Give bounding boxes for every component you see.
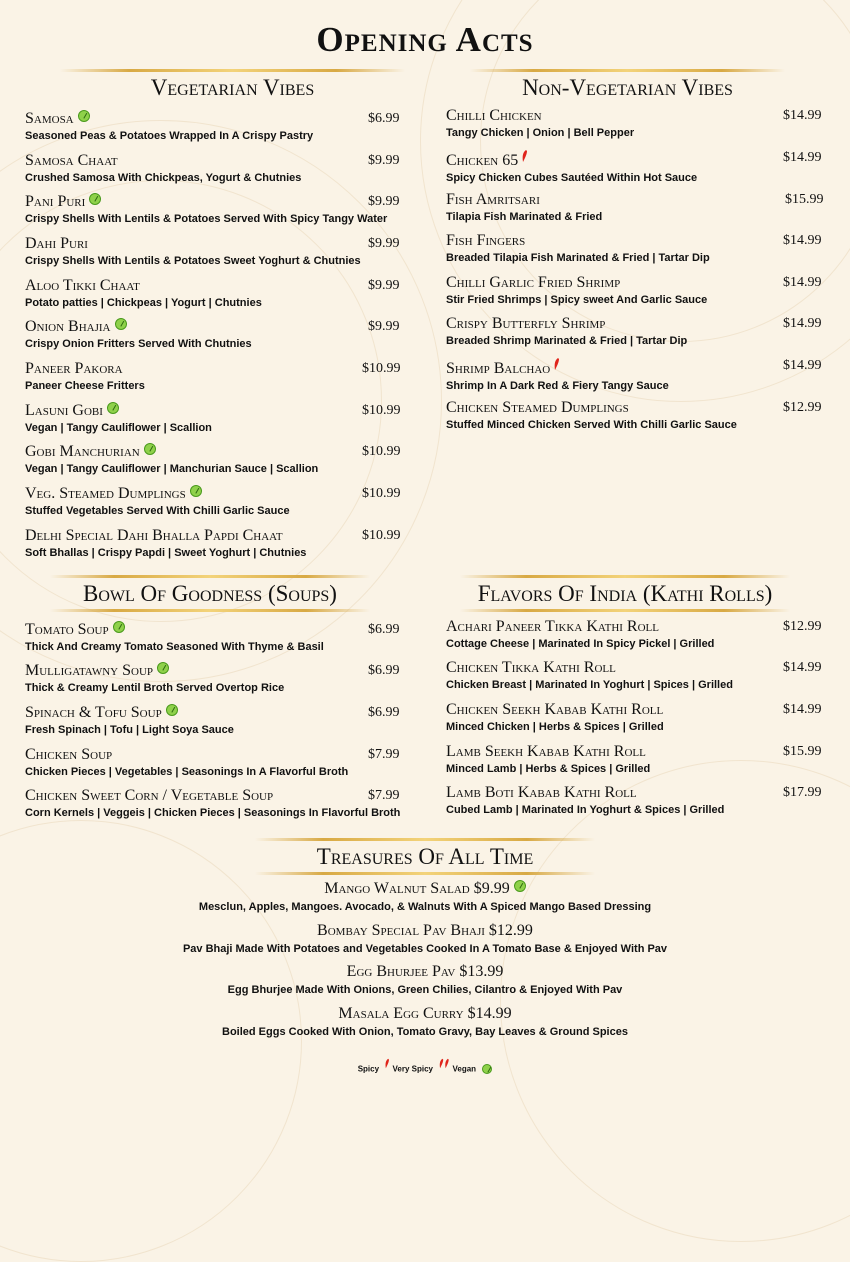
menu-item <box>25 485 290 518</box>
menu-item <box>25 152 301 185</box>
gold-divider <box>50 609 370 612</box>
item-description: Crispy Onion Fritters Served With Chutnies <box>25 338 252 350</box>
item-name: Samosa Chaat <box>25 152 118 169</box>
section-title: Flavors Of India (Kathi Rolls) <box>477 581 773 606</box>
item-name: Chicken Steamed Dumplings <box>446 399 629 416</box>
item-description: Paneer Cheese Fritters <box>25 380 145 392</box>
menu-item <box>25 704 234 737</box>
item-price: $9.99 <box>368 319 400 334</box>
section-header-treasures <box>255 838 595 875</box>
item-description: Chicken Breast | Marinated In Yoghurt | Spices | Grilled <box>446 679 733 691</box>
item-price: $7.99 <box>368 747 400 762</box>
item-name: Fish Fingers <box>446 232 526 249</box>
item-description: Boiled Eggs Cooked With Onion, Tomato Gravy, Bay Leaves & Ground Spices <box>222 1026 628 1038</box>
legend-vegan-label: Vegan <box>452 1064 477 1074</box>
item-name: Gobi Manchurian <box>25 443 318 461</box>
menu-item <box>25 110 313 143</box>
item-description: Fresh Spinach | Tofu | Light Soya Sauce <box>25 724 234 736</box>
item-description: Seasoned Peas & Potatoes Wrapped In A Crispy Pastry <box>25 130 314 142</box>
item-description: Tilapia Fish Marinated & Fried <box>446 211 603 223</box>
treasure-item <box>0 1005 850 1039</box>
item-price: $17.99 <box>783 785 822 800</box>
menu-item <box>446 149 697 185</box>
background-mandala-decoration <box>500 760 850 1242</box>
menu-item <box>25 443 318 476</box>
item-price: $10.99 <box>362 486 401 501</box>
item-description: Mesclun, Apples, Mangoes. Avocado, & Walnuts With A Spiced Mango Based Dressing <box>198 901 652 913</box>
item-name: Dahi Puri <box>25 235 88 252</box>
item-price: $10.99 <box>362 528 401 543</box>
item-description: Vegan | Tangy Cauliflower | Scallion <box>25 422 212 434</box>
menu-item <box>25 787 400 820</box>
legend-very-spicy-label: Very Spicy <box>392 1064 433 1074</box>
item-price: $9.99 <box>368 278 400 293</box>
item-name: Veg. Steamed Dumplings <box>25 485 290 503</box>
vegan-leaf-icon <box>190 485 202 497</box>
item-name: Shrimp Balchao <box>446 357 669 378</box>
item-price: $10.99 <box>362 403 401 418</box>
legend-spicy-label: Spicy <box>357 1064 380 1074</box>
menu-item <box>25 662 284 695</box>
item-price: $6.99 <box>368 622 400 637</box>
item-price: $14.99 <box>783 150 822 165</box>
treasure-item <box>0 963 850 997</box>
menu-item <box>25 621 324 654</box>
treasure-item <box>0 922 850 956</box>
item-name: Crispy Butterfly Shrimp <box>446 315 606 332</box>
menu-item <box>446 274 707 307</box>
item-name: Pani Puri <box>25 193 387 211</box>
item-description: Tangy Chicken | Onion | Bell Pepper <box>446 127 635 139</box>
gold-divider <box>255 872 595 875</box>
item-description: Stuffed Minced Chicken Served With Chilli Garlic Sauce <box>446 419 737 431</box>
item-price: $14.99 <box>783 660 822 675</box>
item-price: $9.99 <box>368 194 400 209</box>
item-description: Soft Bhallas | Crispy Papdi | Sweet Yoghurt | Chutnies <box>25 547 307 559</box>
item-price: $12.99 <box>783 619 822 634</box>
item-price: $15.99 <box>783 744 822 759</box>
item-name: Chicken Sweet Corn / Vegetable Soup <box>25 787 274 804</box>
item-name: Aloo Tikki Chaat <box>25 277 140 294</box>
item-description: Potato patties | Chickpeas | Yogurt | Chutnies <box>25 297 262 309</box>
item-price: $14.99 <box>783 358 822 373</box>
chili-pepper-icon <box>521 149 528 163</box>
item-description: Egg Bhurjee Made With Onions, Green Chilies, Cilantro & Enjoyed With Pav <box>227 984 623 996</box>
item-price: $14.99 <box>783 702 822 717</box>
section-header-kathi-rolls <box>460 575 790 612</box>
item-name: Samosa <box>25 110 313 128</box>
menu-item <box>446 784 724 817</box>
vegan-leaf-icon <box>78 110 90 122</box>
item-description: Breaded Tilapia Fish Marinated & Fried | Tartar Dip <box>446 252 710 264</box>
vegan-leaf-icon <box>514 880 526 892</box>
item-name: Masala Egg Curry $14.99 <box>338 1005 512 1022</box>
item-price: $9.99 <box>368 153 400 168</box>
item-name: Lamb Boti Kabab Kathi Roll <box>446 784 637 801</box>
item-name: Fish Amritsari <box>446 191 540 208</box>
menu-item <box>25 746 348 779</box>
item-name: Mango Walnut Salad $9.99 <box>0 880 850 898</box>
item-name: Chilli Chicken <box>446 107 542 124</box>
item-price: $7.99 <box>368 788 400 803</box>
item-price: $14.99 <box>783 275 822 290</box>
item-price: $12.99 <box>783 400 822 415</box>
item-description: Vegan | Tangy Cauliflower | Manchurian Sauce | Scallion <box>25 463 319 475</box>
menu-item <box>446 357 669 393</box>
item-description: Cubed Lamb | Marinated In Yoghurt & Spices | Grilled <box>446 804 725 816</box>
vegan-leaf-icon <box>166 704 178 716</box>
menu-item <box>25 193 387 226</box>
section-title: Vegetarian Vibes <box>150 75 315 100</box>
item-name: Lamb Seekh Kabab Kathi Roll <box>446 743 646 760</box>
chili-pepper-icon <box>553 357 560 371</box>
item-price: $6.99 <box>368 705 400 720</box>
menu-item <box>446 399 737 432</box>
item-price: $6.99 <box>368 111 400 126</box>
item-description: Stir Fried Shrimps | Spicy sweet And Garlic Sauce <box>446 294 708 306</box>
treasure-item <box>0 880 850 914</box>
item-price: $10.99 <box>362 444 401 459</box>
section-title: Bowl Of Goodness (Soups) <box>83 581 337 606</box>
item-description: Crispy Shells With Lentils & Potatoes Served With Spicy Tangy Water <box>25 213 388 225</box>
item-name: Chicken 65 <box>446 149 697 170</box>
menu-item <box>446 743 650 776</box>
item-name: Chilli Garlic Fried Shrimp <box>446 274 621 291</box>
item-name: Chicken Seekh Kabab Kathi Roll <box>446 701 664 718</box>
double-chili-pepper-icon <box>438 1058 450 1069</box>
section-header-vegetarian <box>60 69 405 103</box>
item-name: Lasuni Gobi <box>25 402 212 420</box>
item-description: Chicken Pieces | Vegetables | Seasonings In A Flavorful Broth <box>25 766 349 778</box>
item-price: $6.99 <box>368 663 400 678</box>
chili-pepper-icon <box>384 1058 390 1069</box>
menu-item <box>446 107 634 140</box>
item-name: Egg Bhurjee Pav $13.99 <box>346 963 504 980</box>
item-description: Spicy Chicken Cubes Sautéed Within Hot Sauce <box>446 172 698 184</box>
section-title: Non-Vegetarian Vibes <box>522 75 733 100</box>
menu-item <box>446 315 687 348</box>
item-price: $14.99 <box>783 316 822 331</box>
item-description: Thick And Creamy Tomato Seasoned With Thyme & Basil <box>25 641 324 653</box>
item-name: Onion Bhajia <box>25 318 252 336</box>
item-description: Thick & Creamy Lentil Broth Served Overtop Rice <box>25 682 285 694</box>
menu-item <box>446 191 602 224</box>
item-description: Crispy Shells With Lentils & Potatoes Sweet Yoghurt & Chutnies <box>25 255 361 267</box>
menu-item <box>25 235 361 268</box>
menu-item <box>446 232 710 265</box>
item-description: Minced Lamb | Herbs & Spices | Grilled <box>446 763 651 775</box>
item-name: Mulligatawny Soup <box>25 662 284 680</box>
item-name: Achari Paneer Tikka Kathi Roll <box>446 618 659 635</box>
vegan-leaf-icon <box>107 402 119 414</box>
menu-item <box>25 360 145 393</box>
item-description: Minced Chicken | Herbs & Spices | Grilled <box>446 721 664 733</box>
menu-item <box>25 318 252 351</box>
item-name: Bombay Special Pav Bhaji $12.99 <box>317 922 533 939</box>
section-header-soups <box>50 575 370 612</box>
item-description: Pav Bhaji Made With Potatoes and Vegetables Cooked In A Tomato Base & Enjoyed With Pav <box>182 943 668 955</box>
vegan-leaf-icon <box>144 443 156 455</box>
item-description: Stuffed Vegetables Served With Chilli Garlic Sauce <box>25 505 290 517</box>
menu-item <box>446 701 664 734</box>
item-name: Spinach & Tofu Soup <box>25 704 234 722</box>
section-header-non-vegetarian <box>470 69 785 103</box>
item-name: Tomato Soup <box>25 621 324 639</box>
vegan-leaf-icon <box>115 318 127 330</box>
menu-item <box>25 277 262 310</box>
item-description: Corn Kernels | Veggeis | Chicken Pieces | Seasonings In Flavorful Broth <box>25 807 401 819</box>
icon-legend <box>0 1058 850 1074</box>
item-price: $14.99 <box>783 233 822 248</box>
menu-item <box>446 659 733 692</box>
item-price: $9.99 <box>368 236 400 251</box>
section-title: Treasures Of All Time <box>316 844 534 869</box>
item-price: $10.99 <box>362 361 401 376</box>
item-description: Cottage Cheese | Marinated In Spicy Pickel | Grilled <box>446 638 715 650</box>
item-description: Breaded Shrimp Marinated & Fried | Tartar Dip <box>446 335 688 347</box>
vegan-leaf-icon <box>157 662 169 674</box>
item-name: Paneer Pakora <box>25 360 123 377</box>
menu-item <box>25 402 212 435</box>
item-name: Chicken Tikka Kathi Roll <box>446 659 616 676</box>
menu-item <box>25 527 306 560</box>
item-description: Crushed Samosa With Chickpeas, Yogurt & Chutnies <box>25 172 302 184</box>
page-title: Opening Acts <box>316 20 534 59</box>
vegan-leaf-icon <box>113 621 125 633</box>
gold-divider <box>460 609 790 612</box>
item-price: $15.99 <box>785 192 824 207</box>
item-name: Delhi Special Dahi Bhalla Papdi Chaat <box>25 527 283 544</box>
item-name: Chicken Soup <box>25 746 113 763</box>
vegan-leaf-icon <box>89 193 101 205</box>
menu-item <box>446 618 714 651</box>
item-price: $14.99 <box>783 108 822 123</box>
item-description: Shrimp In A Dark Red & Fiery Tangy Sauce <box>446 380 669 392</box>
vegan-leaf-icon <box>482 1064 492 1074</box>
